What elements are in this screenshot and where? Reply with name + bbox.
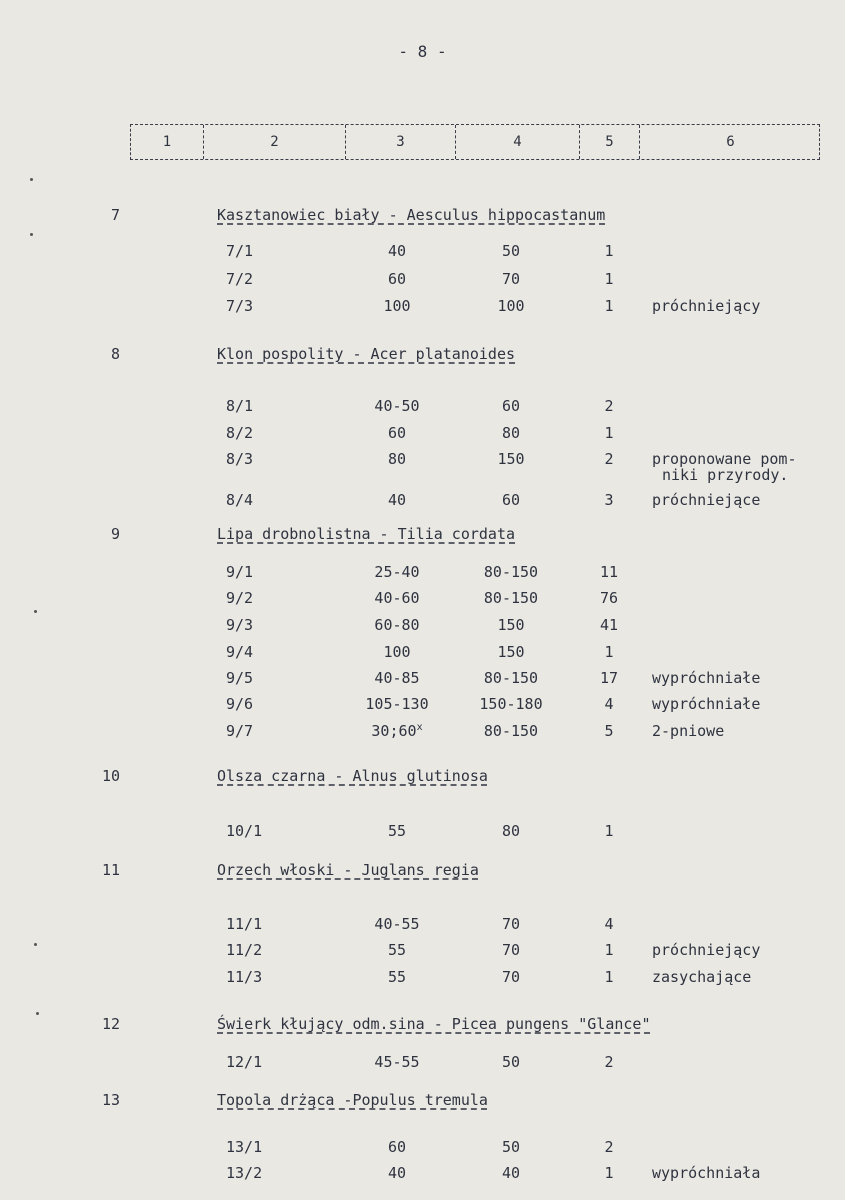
row-note-continued: niki przyrody. <box>662 466 789 484</box>
row-count: 1 <box>604 941 614 959</box>
species-title: Orzech włoski - Juglans regia <box>217 861 479 879</box>
row-id: 12/1 <box>226 1053 263 1071</box>
species-title: Kasztanowiec biały - Aesculus hippocastanum <box>217 206 606 224</box>
row-count: 4 <box>604 695 614 713</box>
row-count: 11 <box>599 563 619 581</box>
row-height: 150 <box>497 643 525 661</box>
column-header-4: 4 <box>455 125 579 159</box>
row-count: 76 <box>599 589 619 607</box>
row-note: proponowane pom- <box>652 450 797 468</box>
row-id: 8/1 <box>226 397 254 415</box>
row-diameter <box>352 270 442 288</box>
row-id: 8/2 <box>226 424 254 442</box>
row-diameter <box>352 695 442 713</box>
row-height: 70 <box>501 270 521 288</box>
column-header-5: 5 <box>579 125 639 159</box>
row-id: 11/3 <box>226 968 263 986</box>
row-note: wypróchniałe <box>652 695 761 713</box>
row-id: 7/2 <box>226 270 254 288</box>
row-note: 2-pniowe <box>652 722 725 740</box>
species-number: 10 <box>101 767 120 785</box>
row-diameter-value: 60-80 <box>374 616 420 634</box>
row-count: 2 <box>604 450 614 468</box>
species-title: Lipa drobnolistna - Tilia cordata <box>217 525 516 543</box>
row-height: 70 <box>501 941 521 959</box>
row-diameter-value: 40 <box>387 491 407 509</box>
row-diameter-footnote-mark: x <box>416 722 423 733</box>
row-diameter-value: 100 <box>383 297 411 315</box>
row-note: próchniejący <box>652 297 761 315</box>
row-id: 9/5 <box>226 669 254 687</box>
column-header-6: 6 <box>639 125 821 159</box>
row-diameter <box>352 589 442 607</box>
row-height: 50 <box>501 1138 521 1156</box>
row-note: próchniejące <box>652 491 761 509</box>
row-diameter <box>352 822 442 840</box>
row-diameter-value: 55 <box>387 941 407 959</box>
row-diameter-value: 60 <box>387 270 407 288</box>
row-diameter-value: 40 <box>387 1164 407 1182</box>
species-number: 7 <box>110 206 120 224</box>
species-title: Topola drżąca -Populus tremula <box>217 1091 488 1109</box>
species-title: Olsza czarna - Alnus glutinosa <box>217 767 488 785</box>
row-height: 80-150 <box>483 589 539 607</box>
row-diameter <box>352 941 442 959</box>
row-count: 1 <box>604 822 614 840</box>
row-height: 80-150 <box>483 669 539 687</box>
row-count: 1 <box>604 270 614 288</box>
row-diameter <box>352 616 442 634</box>
row-count: 1 <box>604 1164 614 1182</box>
page-number: - 8 - <box>398 42 447 61</box>
row-height: 40 <box>501 1164 521 1182</box>
row-height: 150-180 <box>479 695 543 713</box>
column-header-1: 1 <box>162 134 172 150</box>
species-title: Klon pospolity - Acer platanoides <box>217 345 516 363</box>
row-id: 7/3 <box>226 297 254 315</box>
row-diameter <box>352 722 442 740</box>
row-id: 13/2 <box>226 1164 263 1182</box>
scan-speck <box>30 178 33 181</box>
row-height: 50 <box>501 242 521 260</box>
species-number: 12 <box>101 1015 120 1033</box>
row-height: 70 <box>501 915 521 933</box>
row-id: 7/1 <box>226 242 254 260</box>
species-number: 8 <box>110 345 120 363</box>
row-height: 80-150 <box>483 563 539 581</box>
row-diameter-value: 25-40 <box>374 563 420 581</box>
row-diameter <box>352 1053 442 1071</box>
row-height: 70 <box>501 968 521 986</box>
row-height: 60 <box>501 491 521 509</box>
scan-speck <box>36 1012 39 1015</box>
row-id: 9/1 <box>226 563 254 581</box>
row-diameter-value: 100 <box>383 643 411 661</box>
row-diameter <box>352 424 442 442</box>
row-count: 3 <box>604 491 614 509</box>
row-diameter <box>352 397 442 415</box>
row-diameter-value: 60 <box>387 424 407 442</box>
row-count: 41 <box>599 616 619 634</box>
row-diameter-value: 105-130 <box>365 695 429 713</box>
row-id: 9/7 <box>226 722 254 740</box>
row-diameter <box>352 1164 442 1182</box>
row-height: 80 <box>501 424 521 442</box>
row-count: 17 <box>599 669 619 687</box>
row-diameter-value: 30;60 <box>371 722 417 740</box>
row-diameter <box>352 643 442 661</box>
row-id: 9/2 <box>226 589 254 607</box>
scan-speck <box>30 233 33 236</box>
row-count: 2 <box>604 397 614 415</box>
row-diameter-value: 60 <box>387 1138 407 1156</box>
row-height: 60 <box>501 397 521 415</box>
row-diameter-value: 40-60 <box>374 589 420 607</box>
row-count: 1 <box>604 242 614 260</box>
row-diameter-value: 40 <box>387 242 407 260</box>
species-number: 13 <box>101 1091 120 1109</box>
species-title: Świerk kłujący odm.sina - Picea pungens "Glance" <box>217 1015 651 1033</box>
row-id: 8/4 <box>226 491 254 509</box>
row-diameter-value: 55 <box>387 822 407 840</box>
row-id: 9/6 <box>226 695 254 713</box>
column-header-2: 2 <box>203 125 345 159</box>
row-note: próchniejący <box>652 941 761 959</box>
row-count: 5 <box>604 722 614 740</box>
row-diameter-value: 40-85 <box>374 669 420 687</box>
row-diameter-value: 55 <box>387 968 407 986</box>
row-id: 9/3 <box>226 616 254 634</box>
row-height: 150 <box>497 616 525 634</box>
column-header-3: 3 <box>345 125 455 159</box>
row-id: 10/1 <box>226 822 263 840</box>
row-count: 2 <box>604 1138 614 1156</box>
row-diameter <box>352 491 442 509</box>
row-diameter <box>352 1138 442 1156</box>
row-note: wypróchniała <box>652 1164 761 1182</box>
row-height: 80 <box>501 822 521 840</box>
row-height: 150 <box>497 450 525 468</box>
row-diameter <box>352 669 442 687</box>
row-height: 50 <box>501 1053 521 1071</box>
row-height: 80-150 <box>483 722 539 740</box>
species-number: 11 <box>101 861 120 879</box>
row-diameter <box>352 915 442 933</box>
row-count: 1 <box>604 968 614 986</box>
row-id: 13/1 <box>226 1138 263 1156</box>
row-diameter-value: 40-50 <box>374 397 420 415</box>
row-id: 11/2 <box>226 941 263 959</box>
row-height: 100 <box>497 297 525 315</box>
row-count: 4 <box>604 915 614 933</box>
row-id: 9/4 <box>226 643 254 661</box>
row-id: 11/1 <box>226 915 263 933</box>
row-diameter <box>352 297 442 315</box>
row-count: 1 <box>604 297 614 315</box>
row-diameter <box>352 968 442 986</box>
row-note: zasychające <box>652 968 752 986</box>
scan-speck <box>34 610 37 613</box>
row-id: 8/3 <box>226 450 254 468</box>
row-count: 2 <box>604 1053 614 1071</box>
row-diameter <box>352 563 442 581</box>
species-number: 9 <box>110 525 120 543</box>
row-diameter <box>352 450 442 468</box>
row-note: wypróchniałe <box>652 669 761 687</box>
row-diameter-value: 80 <box>387 450 407 468</box>
row-diameter-value: 45-55 <box>374 1053 420 1071</box>
row-diameter <box>352 242 442 260</box>
row-count: 1 <box>604 643 614 661</box>
column-header-row <box>130 124 820 160</box>
scan-speck <box>34 943 37 946</box>
row-count: 1 <box>604 424 614 442</box>
row-diameter-value: 40-55 <box>374 915 420 933</box>
